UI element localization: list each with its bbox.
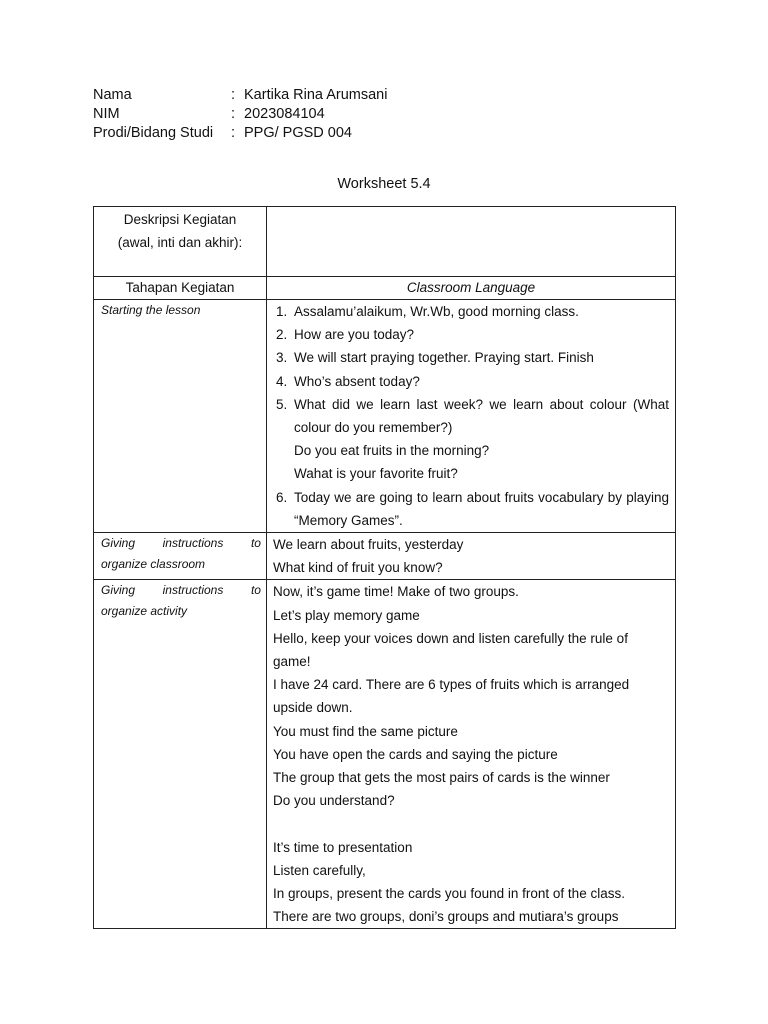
description-row [94,207,676,277]
language-line: You must find the same picture [273,723,458,739]
language-line: In groups, present the cards you found in front of the class. [273,886,625,902]
column-header-stage: Tahapan Kegiatan [94,277,267,300]
list-item [273,323,669,346]
stage-word: Giving [101,583,136,598]
list-item [273,346,669,369]
stage-text: Starting the lesson [101,303,201,317]
stage-word: to [250,583,261,598]
item-text: How are you today? [294,327,415,343]
language-line: What kind of fruit you know? [273,560,443,576]
language-line: You have open the cards and saying the picture [273,746,558,762]
item-number: 5. [276,396,288,412]
language-list [273,300,669,532]
language-cell [267,300,676,533]
item-number: 2. [276,327,288,343]
description-label-line1: Deskripsi Kegiatan [123,212,237,227]
item-number: 4. [276,373,288,389]
list-item [273,393,669,439]
info-colon: : [231,125,236,141]
stage-text: organize classroom [101,557,206,572]
table-header-row [94,277,676,300]
language-line: There are two groups, doni’s groups and mutiara’s groups [273,909,619,925]
stage-justified-line [101,580,261,601]
item-text: We will start praying together. Praying start. Finish [294,350,594,366]
language-cell [267,580,676,929]
info-value: Kartika Rina Arumsani [244,87,388,103]
language-line: Hello, keep your voices down and listen carefully the rule of game! [273,630,628,670]
worksheet-title: Worksheet 5.4 [337,176,431,192]
item-text: Do you eat fruits in the morning? [294,443,490,459]
item-text: Who’s absent today? [294,373,420,389]
item-number: 1. [276,304,288,319]
stage-word: Giving [101,536,136,551]
worksheet-table [93,206,676,929]
language-line: Listen carefully, [273,862,366,878]
stage-word: to [250,536,261,551]
list-item [273,462,669,485]
list-item [273,370,669,393]
info-value: 2023084104 [244,106,325,122]
list-item [273,439,669,462]
language-line: I have 24 card. There are 6 types of fruits which is arranged upside down. [273,677,630,716]
table-row [94,300,676,533]
table-row [94,580,676,929]
language-line: Now, it’s game time! Make of two groups. [273,584,519,600]
column-header-language: Classroom Language [267,277,676,300]
description-label-cell [94,207,267,277]
stage-word: instructions [162,583,224,598]
item-text: What did we learn last week? we learn about colour (What colour do you remember?) [294,396,669,436]
info-label: Prodi/Bidang Studi [93,125,214,141]
item-text: Assalamu’alaikum, Wr.Wb, good morning class. [294,304,579,319]
item-text: Today we are going to learn about fruits vocabulary by playing “Memory Games”. [294,489,669,528]
item-text: Wahat is your favorite fruit? [294,466,458,482]
table-row [94,533,676,580]
stage-text: organize activity [101,604,188,619]
stage-cell [94,533,267,580]
info-label: Nama [93,87,132,103]
stage-word: instructions [162,536,224,551]
language-line: It’s time to presentation [273,839,413,855]
language-line: We learn about fruits, yesterday [273,537,464,553]
language-line: Do you understand? [273,793,395,809]
item-number: 3. [276,350,288,366]
stage-justified-line [101,533,261,554]
info-row-prodi [93,124,387,143]
list-item [273,486,669,532]
info-colon: : [231,87,236,103]
info-row-nim [93,105,387,124]
stage-cell [94,300,267,533]
info-label: NIM [93,106,120,122]
info-row-nama [93,86,387,105]
student-info [93,86,387,143]
blank-line [273,812,669,835]
language-cell [267,533,676,580]
info-colon: : [231,106,236,122]
info-value: PPG/ PGSD 004 [244,125,352,141]
description-value-cell [267,207,676,277]
stage-cell [94,580,267,929]
item-number: 6. [276,489,288,505]
language-line: Let’s play memory game [273,607,420,623]
language-line: The group that gets the most pairs of cards is the winner [273,770,610,786]
list-item [273,300,669,323]
description-label-line2: (awal, inti dan akhir): [117,235,243,250]
